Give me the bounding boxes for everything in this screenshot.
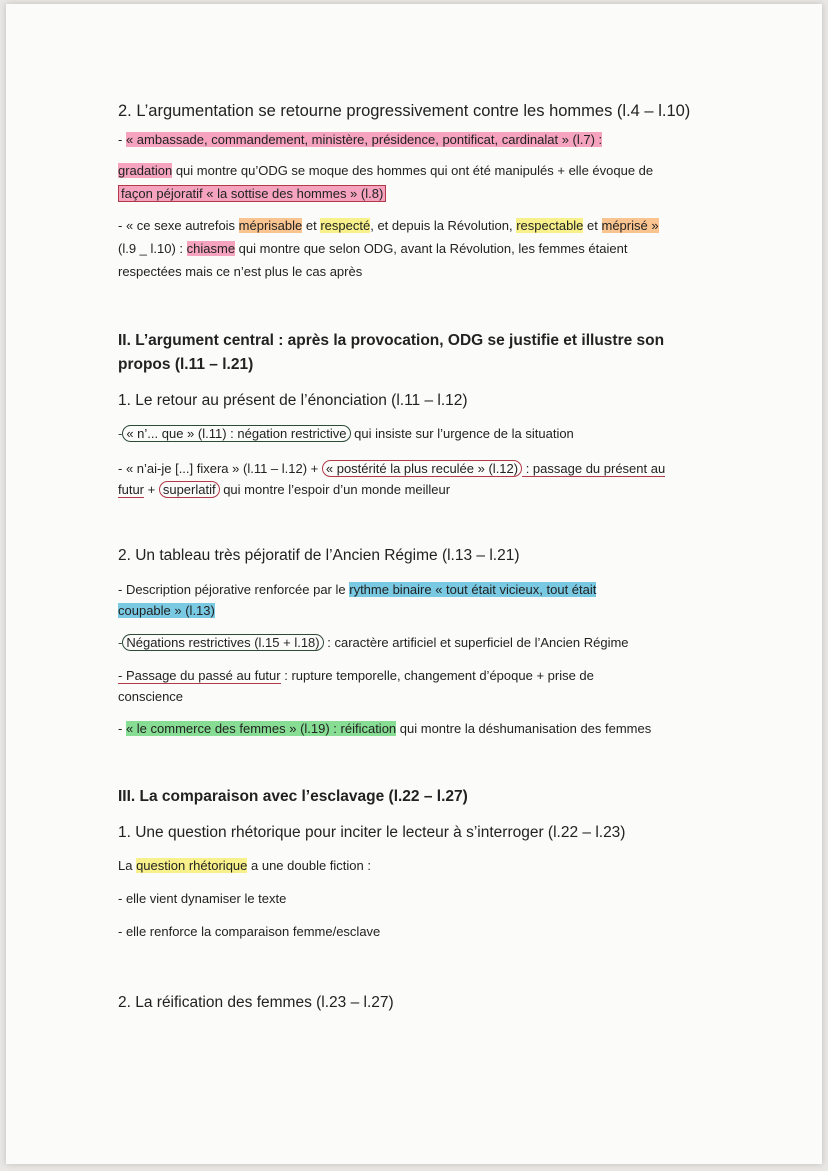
text: qui montre que selon ODG, avant la Révolution, les femmes étaient [235,241,628,256]
highlighted-term: chiasme [186,241,236,256]
bullet-line [118,241,627,256]
bullet-line: - Négations restrictives (l.15 + l.18) : caractère artificiel et superficiel de l’Ancien Régime [118,635,629,650]
text: a une double fiction : [247,858,371,873]
text: + [144,482,159,497]
highlighted-term: respectable [516,218,584,233]
circled-phrase: Négations restrictives (l.15 + l.18) [122,634,323,651]
bullet-line [118,603,215,618]
section-heading: 2. L’argumentation se retourne progressivement contre les hommes (l.4 – l.10) [118,102,691,120]
bullet-line [118,668,594,683]
dash: - [118,132,123,147]
highlighted-term: question rhétorique [136,858,248,873]
circled-word: superlatif [159,481,220,498]
highlighted-term: respecté [320,218,371,233]
highlighted-term: gradation [118,163,173,178]
highlighted-term: méprisé » [601,218,659,233]
text: qui insiste sur l’urgence de la situation [350,426,574,441]
subsection-heading: 1. Une question rhétorique pour inciter le lecteur à s’interroger (l.22 – l.23) [118,824,626,841]
bullet-line: - « n’... que » (l.11) : négation restrictive qui insiste sur l’urgence de la situation [118,426,574,441]
bullet-line: - elle vient dynamiser le texte [118,891,287,906]
document-page [6,4,822,1164]
subsection-heading: 2. La réification des femmes (l.23 – l.27) [118,994,394,1011]
highlighted-phrase: coupable » (l.13) [118,603,215,618]
text: et [583,218,602,233]
circled-phrase: « n’... que » (l.11) : négation restrictive [122,425,350,442]
text-line [118,858,371,873]
bullet-line [118,186,386,201]
highlighted-quote: « ambassade, commandement, ministère, présidence, pontificat, cardinalat » (l.7) : [125,132,603,147]
bullet-line: - « le commerce des femmes » (l.19) : réification qui montre la déshumanisation des femmes [118,721,652,736]
bullet-line: conscience [118,689,184,704]
text: - « n’ai-je [...] fixera » (l.11 – l.12) + [118,461,322,476]
circled-phrase: « postérité la plus reculée » (l.12) [322,460,522,477]
highlighted-phrase: « le commerce des femmes » (l.19) : réification [125,721,397,736]
bullet-line [118,218,659,233]
text: , et depuis la Révolution, [370,218,517,233]
highlighted-phrase: rythme binaire « tout était vicieux, tout était [349,582,597,597]
text: : rupture temporelle, changement d’époque + prise de [280,668,594,683]
text: - Description péjorative renforcée par le [118,582,350,597]
bullet-line [118,132,602,147]
underlined-text: - Passage du passé au futur [118,668,281,683]
bullet-line [118,482,450,497]
section-heading: II. L’argument central : après la provocation, ODG se justifie et illustre son [118,332,665,349]
boxed-quote: façon péjoratif « la sottise des hommes » (l.8) [118,185,386,202]
text: et [302,218,321,233]
subsection-heading: 2. Un tableau très péjoratif de l’Ancien Régime (l.13 – l.21) [118,547,520,564]
text: : caractère artificiel et superficiel de l’Ancien Régime [323,635,629,650]
text: qui montre la déshumanisation des femmes [396,721,652,736]
bullet-line [118,163,653,178]
highlighted-term: méprisable [238,218,303,233]
bullet-line [118,461,665,476]
bullet-line: - elle renforce la comparaison femme/esclave [118,924,381,939]
bullet-line: respectées mais ce n’est plus le cas après [118,264,363,279]
text: qui montre l’espoir d’un monde meilleur [219,482,451,497]
section-heading: propos (l.11 – l.21) [118,356,254,373]
underlined-text: futur [118,482,145,497]
bullet-line [118,582,596,597]
subsection-heading: 1. Le retour au présent de l’énonciation (l.11 – l.12) [118,392,468,409]
underlined-text: : passage du présent au [522,461,666,476]
text: qui montre qu’ODG se moque des hommes qui ont été manipulés + elle évoque de [172,163,654,178]
text: - « ce sexe autrefois [118,218,239,233]
text: La [118,858,137,873]
section-heading: III. La comparaison avec l’esclavage (l.22 – l.27) [118,788,468,805]
text: (l.9 _ l.10) : [118,241,187,256]
